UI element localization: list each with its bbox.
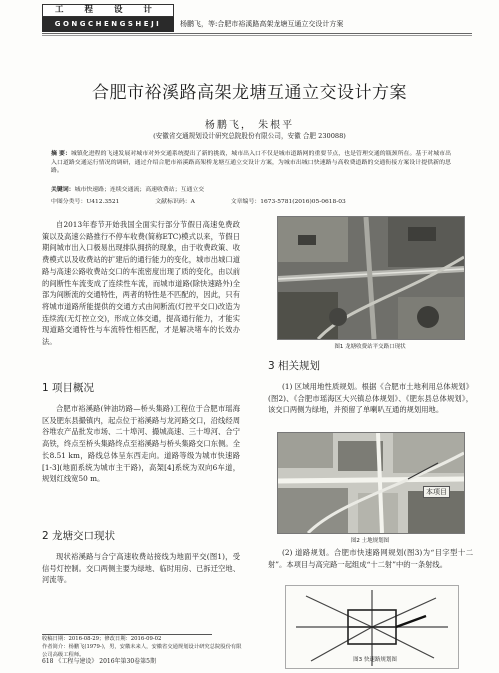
section-1-text: 合肥市裕溪路(钟油坊路—桥头集路)工程位于合肥市瑶海区及肥东县撮镇内，起点位于裕溪路与龙河路交口，沿线经周谷堆农产品批发市场、二十埠河、撮城高速、三十埠河、合宁高铁，终点至桥头集路终点至裕溪路与桥头集路交口东侧。全长8.51 km，路线总体呈东西走向。道路等级为城市快速路[1-3](地面系统为城市主干路)，高架[4]系统为双向6车道，规划红线宽50 m。 xyxy=(42,404,240,484)
authors: 杨鹏飞， 朱根平 xyxy=(204,120,295,131)
abstract-text: 城镇化进程的飞速发展对城市对外交通系统提出了新的挑战，城市出入口不仅是城市道路网的重要节点，也是管理交通的瓶颈所在。基于对城市出入口道路交通运行情况的调研，通过介绍合肥市裕溪路高架桥龙塘互通立交设计方案，为城市出城口快速路与高收费道路的交通衔接方案设计提供新的思路。 xyxy=(51,151,451,175)
received-date: 收稿日期：2016-08-29；修改日期：2016-09-02 xyxy=(42,636,162,642)
keywords-label: 关键词： xyxy=(51,187,75,193)
page-folio: 618 《工程与建设》 2016年第30卷第5期 xyxy=(42,658,156,665)
section-3-paragraph-2: (2) 道路规划。合肥市快速路网规划(图3)为“目字型十二射”。本项目与高完路一起组成“十二射”中的一条射线。 xyxy=(268,548,473,569)
keywords xyxy=(51,184,451,193)
clc-number: 中图分类号：U412.3521 xyxy=(51,199,120,205)
document-code: 文献标识码：A xyxy=(155,199,195,205)
section-3-heading: 3 相关规划 xyxy=(268,360,321,372)
figure-2-caption: 图2 土地规划图 xyxy=(350,538,390,544)
section-1-heading: 1 项目概况 xyxy=(42,382,95,394)
article-number: 文章编号：1673-5781(2016)05-0618-03 xyxy=(230,199,346,205)
section-3-paragraph-1: (1) 区域用地性质规划。根据《合肥市土地利用总体规划》(图2)、《合肥市瑶海区大兴镇总体规划》、《肥东县总体规划》，该交口两侧为绿地，并预留了单喇叭互通的规划用地。 xyxy=(268,382,473,415)
figure-1-aerial-photo xyxy=(277,216,465,340)
section-2-heading: 2 龙塘交口现状 xyxy=(42,530,116,542)
intro-paragraph: 自2013年春节开始我国全面实行部分节假日高速免费政策以及高速公路推行不停车收费(简称ETC)模式以来，节假日期间城市出入口极易出现排队拥挤的现象，由于收费政策、收费模式以及收费站的扩建后的通行能力的变化，城市出城口道路与高速公路收费站交口的车流密度出现了质的变化，由以前的间断性车流变成了连续性车流，而城市道路(除快速路外)全部为间断流的交通特性，两者的特性是不匹配的，因此，只有将城市道路所能提供的交通方式由间断流(灯控平交口)改造为连续流(无灯控立交)，形成立体交通，提高通行能力，才能实现道路交通特性与车流特性相匹配，才是解决堵车的长效办法。 xyxy=(42,220,240,347)
running-head: 杨鹏飞，等:合肥市裕溪路高架龙塘互通立交设计方案 xyxy=(180,20,344,28)
classification-line xyxy=(51,196,451,205)
figure-2-land-use-map xyxy=(277,432,465,534)
abstract-label: 摘 要： xyxy=(51,151,71,157)
abstract xyxy=(51,150,451,176)
author-bio: 作者简介：杨鹏飞(1979-)，男，安徽未来人，安徽省交通规划设计研究总院股份有限公司高级工程师。 xyxy=(42,644,242,658)
article-title: 合肥市裕溪路高架龙塘互通立交设计方案 xyxy=(92,83,407,103)
figure-3-caption-visible: 图3 快速路规划图 xyxy=(353,657,397,663)
header-rule-thin xyxy=(42,35,472,36)
keywords-text: 城市快速路；连续交通流；高速收费站；互通立交 xyxy=(74,187,205,193)
figure-1-caption: 图1 龙塘收费站平交路口现状 xyxy=(334,344,406,350)
header-rule xyxy=(42,33,472,34)
journal-name-cn: 工 程 设 计 xyxy=(42,4,174,17)
figure-2-project-label: 本项目 xyxy=(423,486,450,498)
journal-name-pinyin: GONGCHENGSHEJI xyxy=(42,17,174,32)
affiliation: (安徽省交通规划设计研究总院股份有限公司，安徽 合肥 230088) xyxy=(153,132,346,140)
section-2-text: 现状裕溪路与合宁高速收费站接线为地面平交(图1)，受信号灯控制。交口两侧主要为绿地、临时用房、已拆迁空地、河流等。 xyxy=(42,552,240,585)
